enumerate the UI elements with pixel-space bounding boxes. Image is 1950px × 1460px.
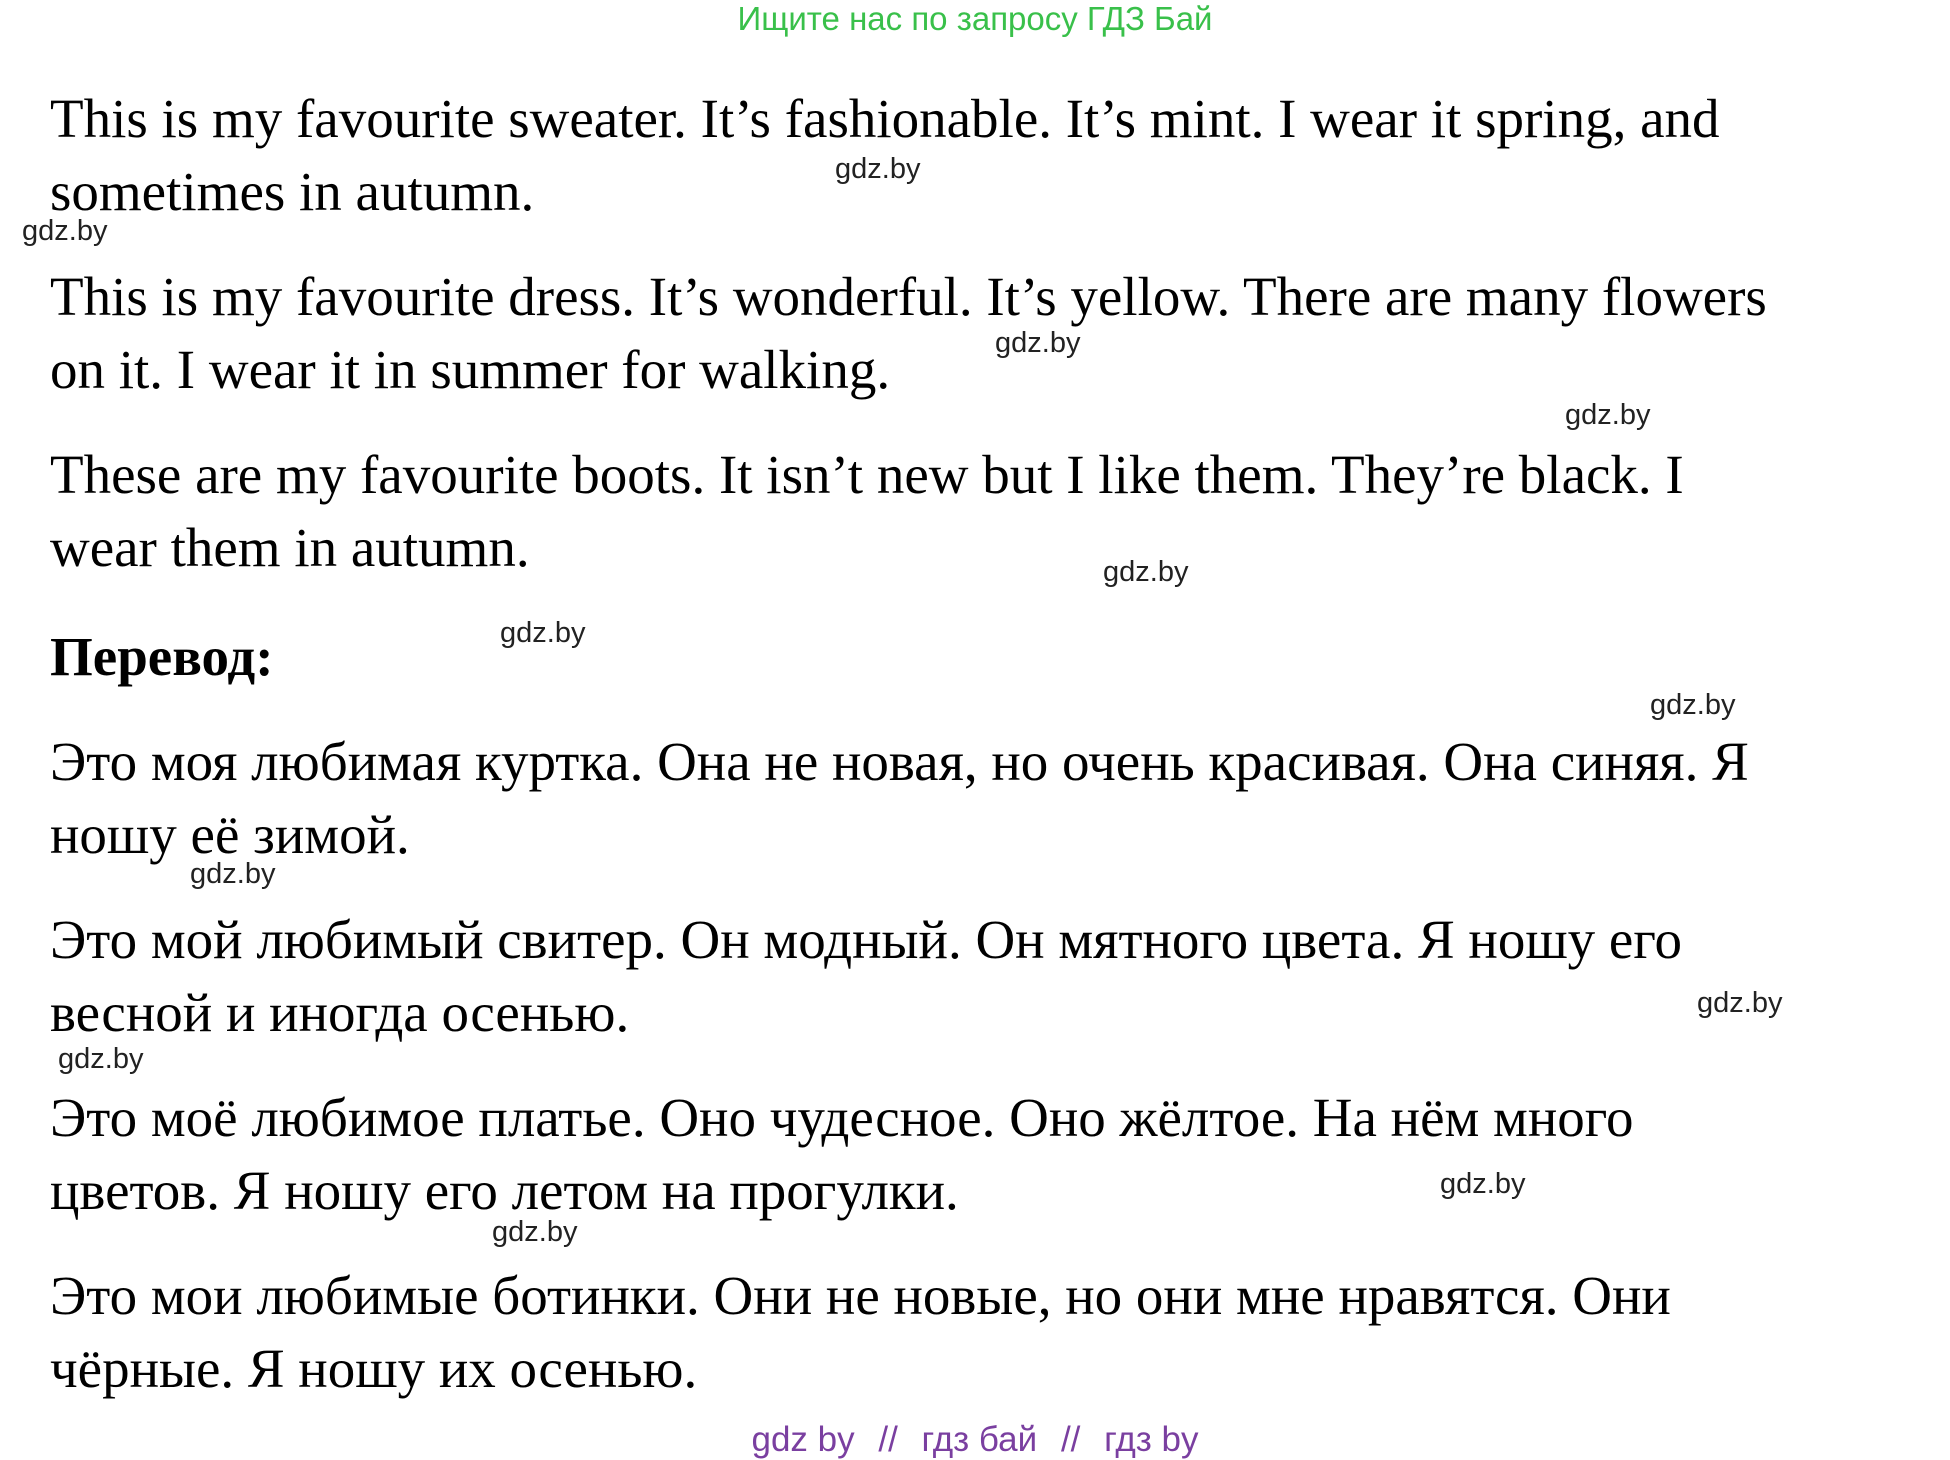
paragraph-line: on it. I wear it in summer for walking. (50, 339, 891, 400)
watermark: gdz.by (58, 1043, 144, 1075)
russian-paragraph-dress (50, 1081, 1900, 1227)
search-banner: Ищите нас по запросу ГДЗ Бай (737, 0, 1213, 37)
watermark: gdz.by (22, 215, 108, 247)
watermark: gdz.by (835, 153, 921, 185)
russian-paragraph-boots (50, 1259, 1900, 1405)
watermark: gdz.by (500, 617, 586, 649)
paragraph-line: wear them in autumn. (50, 517, 530, 578)
english-paragraph-boots (50, 438, 1900, 584)
footer-separator: // (878, 1420, 898, 1459)
paragraph-line: Это мои любимые ботинки. Они не новые, но они мне нравятся. Они (50, 1265, 1671, 1326)
watermark: gdz.by (1697, 987, 1783, 1019)
paragraph-line: These are my favourite boots. It isn’t new but I like them. They’re black. I (50, 444, 1684, 505)
paragraph-line: Это мой любимый свитер. Он модный. Он мятного цвета. Я ношу его (50, 909, 1683, 970)
russian-paragraph-jacket (50, 725, 1900, 871)
translation-heading: Перевод: (50, 626, 274, 687)
watermark: gdz.by (1440, 1168, 1526, 1200)
paragraph-line: This is my favourite sweater. It’s fashionable. It’s mint. I wear it spring, and (50, 88, 1720, 149)
paragraph-line: ношу её зимой. (50, 804, 410, 865)
watermark: gdz.by (190, 858, 276, 890)
paragraph-line: Это моё любимое платье. Оно чудесное. Оно жёлтое. На нём много (50, 1087, 1634, 1148)
footer-part: gdz by (751, 1420, 855, 1459)
paragraph-line: цветов. Я ношу его летом на прогулки. (50, 1160, 959, 1221)
paragraph-line: чёрные. Я ношу их осенью. (50, 1338, 698, 1399)
footer-part: гдз by (1104, 1420, 1199, 1459)
footer-part: гдз бай (921, 1420, 1038, 1459)
paragraph-line: This is my favourite dress. It’s wonderful. It’s yellow. There are many flowers (50, 266, 1767, 327)
paragraph-line: весной и иногда осенью. (50, 982, 630, 1043)
footer-separator: // (1060, 1420, 1081, 1459)
paragraph-line: sometimes in autumn. (50, 161, 535, 222)
english-paragraph-sweater (50, 82, 1900, 228)
watermark: gdz.by (1103, 556, 1189, 588)
watermark: gdz.by (1565, 399, 1651, 431)
english-paragraph-dress (50, 260, 1900, 406)
footer-watermark (0, 1420, 1950, 1460)
watermark: gdz.by (995, 327, 1081, 359)
watermark: gdz.by (492, 1216, 578, 1248)
paragraph-line: Это моя любимая куртка. Она не новая, но очень красивая. Она синяя. Я (50, 731, 1749, 792)
russian-paragraph-sweater (50, 903, 1900, 1049)
watermark: gdz.by (1650, 689, 1736, 721)
